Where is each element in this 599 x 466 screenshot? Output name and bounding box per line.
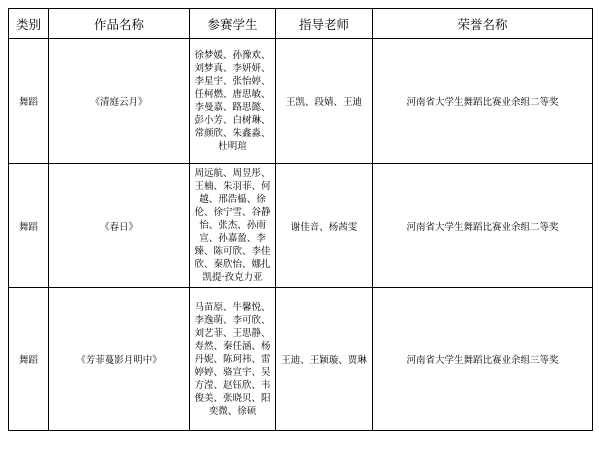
category-cell: 舞蹈	[9, 164, 49, 288]
teachers-cell: 王迪、王颖璇、贾琳	[276, 288, 373, 431]
award-cell: 河南省大学生舞蹈比赛业余组三等奖	[373, 288, 593, 431]
students-cell	[190, 288, 276, 431]
work-name-cell: 《芳菲蔓影月明中》	[49, 288, 190, 431]
header-category: 类别	[9, 9, 49, 39]
awards-table	[8, 8, 593, 431]
category-cell: 舞蹈	[9, 288, 49, 431]
students-text: 周远航、周昱彤、王楠、朱羽菲、何越、邢浩榀、徐伦、徐宁雪、谷静怡、张杰、孙雨宣、孙嘉盈、李臻、陈可欣、李佳欣、秦欣怡、娜扎凯提·孜克力亚	[194, 168, 271, 283]
table-row	[9, 288, 593, 431]
students-text: 徐梦媛、孙豫欢、刘梦真、李妍妍、李星宇、张怡婷、任柯燃、唐思敏、李曼嘉、路思懿、彭小芳、白树琳、常颜欣、朱鑫淼、杜明瑄	[194, 50, 271, 152]
students-cell	[190, 164, 276, 288]
work-name-cell: 《清庭云月》	[49, 39, 190, 164]
award-cell: 河南省大学生舞蹈比赛业余组二等奖	[373, 164, 593, 288]
header-teachers: 指导老师	[276, 9, 373, 39]
work-name-cell: 《春日》	[49, 164, 190, 288]
students-text: 马苗原、牛馨悦、李逸萌、李可欣、刘艺菲、王思静、寿然、秦任涵、杨丹妮、陈珂祎、雷婷婷、骆宣宇、吴方滢、赵钰欣、韦俊美、张晓贝、阳奕微、徐硕	[194, 301, 271, 417]
students-cell	[190, 39, 276, 164]
category-cell: 舞蹈	[9, 39, 49, 164]
header-award: 荣誉名称	[373, 9, 593, 39]
teachers-cell: 谢佳音、杨茜雯	[276, 164, 373, 288]
table-row	[9, 39, 593, 164]
header-row	[9, 9, 593, 39]
header-students: 参赛学生	[190, 9, 276, 39]
teachers-cell: 王凯、段婧、王迪	[276, 39, 373, 164]
award-cell: 河南省大学生舞蹈比赛业余组二等奖	[373, 39, 593, 164]
header-work-name: 作品名称	[49, 9, 190, 39]
table-row	[9, 164, 593, 288]
